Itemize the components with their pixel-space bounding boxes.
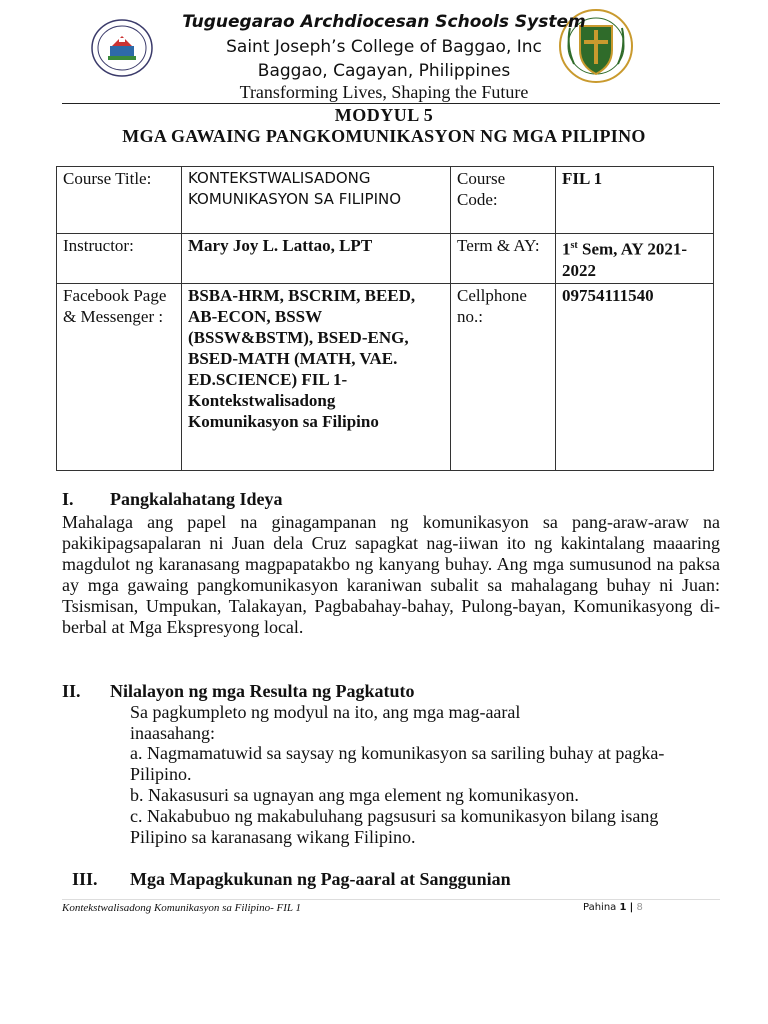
section-3-title: Mga Mapagkukunan ng Pag-aaral at Sanggunian	[130, 869, 511, 889]
section-1-body: Mahalaga ang papel na ginagampanan ng komunikasyon sa pang-araw-araw na pakikipagsapalaran ni Juan dela Cruz sapagkat nag-iiwan ito ng kakintalang maaaring magdulot ng karanasang magpapatakbo ng kanyang buhay. Ang mga sumusunod na paksa ay mga gawaing pangkomunikasyon karaniwan subalit sa mahalagang buhay ni Juan: Tsismisan, Umpukan, Talakayan, Pagbabahay-bahay, Pulong-bayan, Komunikasyong di-berbal at Mga Ekspresyong local.	[62, 512, 720, 637]
course-code-label: Course Code:	[451, 167, 556, 234]
header-divider	[62, 103, 720, 104]
college-location: Baggao, Cagayan, Philippines	[257, 61, 511, 81]
facebook-value: BSBA-HRM, BSCRIM, BEED, AB-ECON, BSSW (BSSW&BSTM), BSED-ENG, BSED-MATH (MATH, VAE. ED.SCIENCE) FIL 1- Kontekstwalisadong Komunikasyon sa Filipino	[182, 283, 451, 470]
section-2-intro: Sa pagkumpleto ng modyul na ito, ang mga mag-aaral inaasahang:	[130, 702, 521, 743]
page-label: Pahina	[583, 902, 617, 913]
table-row	[57, 167, 714, 234]
term-number: 1	[562, 239, 571, 259]
page-current: 1	[619, 902, 627, 913]
objective-b: b. Nakasusuri sa ugnayan ang mga element ng komunikasyon.	[130, 785, 579, 805]
section-1-title: Pangkalahatang Ideya	[110, 489, 283, 509]
course-title-value: KONTEKSTWALISADONG KOMUNIKASYON SA FILIPINO	[182, 167, 451, 234]
course-title-label: Course Title:	[57, 167, 182, 234]
college-name: Saint Joseph’s College of Baggao, Inc	[226, 37, 542, 57]
system-name: Tuguegarao Archdiocesan Schools System	[182, 12, 586, 32]
footer-page-number	[583, 902, 643, 913]
term-rest: Sem, AY 2021-2022	[562, 239, 687, 280]
course-info-table	[56, 166, 714, 471]
footer-course-name: Kontekstwalisadong Komunikasyon sa Filipino- FIL 1	[62, 902, 302, 914]
page-separator: |	[629, 902, 634, 913]
objective-a: a. Nagmamatuwid sa saysay ng komunikasyon sa sariling buhay at pagka-Pilipino.	[130, 743, 665, 784]
term-suffix: st	[570, 240, 578, 251]
course-code-value: FIL 1	[556, 167, 714, 234]
cellphone-label: Cellphone no.:	[451, 283, 556, 470]
module-title: MODYUL 5	[334, 105, 434, 125]
facebook-label: Facebook Page & Messenger :	[57, 283, 182, 470]
college-tagline: Transforming Lives, Shaping the Future	[239, 82, 529, 102]
table-row	[57, 234, 714, 284]
module-subtitle: MGA GAWAING PANGKOMUNIKASYON NG MGA PILIPINO	[122, 126, 646, 146]
footer-divider	[62, 899, 720, 900]
objective-c: c. Nakabubuo ng makabuluhang pagsusuri sa komunikasyon bilang isang Pilipino sa karanasang wikang Filipino.	[130, 806, 659, 847]
cellphone-value: 09754111540	[556, 283, 714, 470]
section-3-number: III.	[72, 869, 98, 889]
table-row	[57, 283, 714, 470]
term-label: Term & AY:	[451, 234, 556, 284]
page-total: 8	[636, 902, 643, 913]
instructor-label: Instructor:	[57, 234, 182, 284]
term-value	[556, 234, 714, 284]
section-1-number: I.	[62, 489, 74, 509]
instructor-value: Mary Joy L. Lattao, LPT	[182, 234, 451, 284]
section-2-title: Nilalayon ng mga Resulta ng Pagkatuto	[110, 681, 415, 701]
section-2-number: II.	[62, 681, 81, 701]
